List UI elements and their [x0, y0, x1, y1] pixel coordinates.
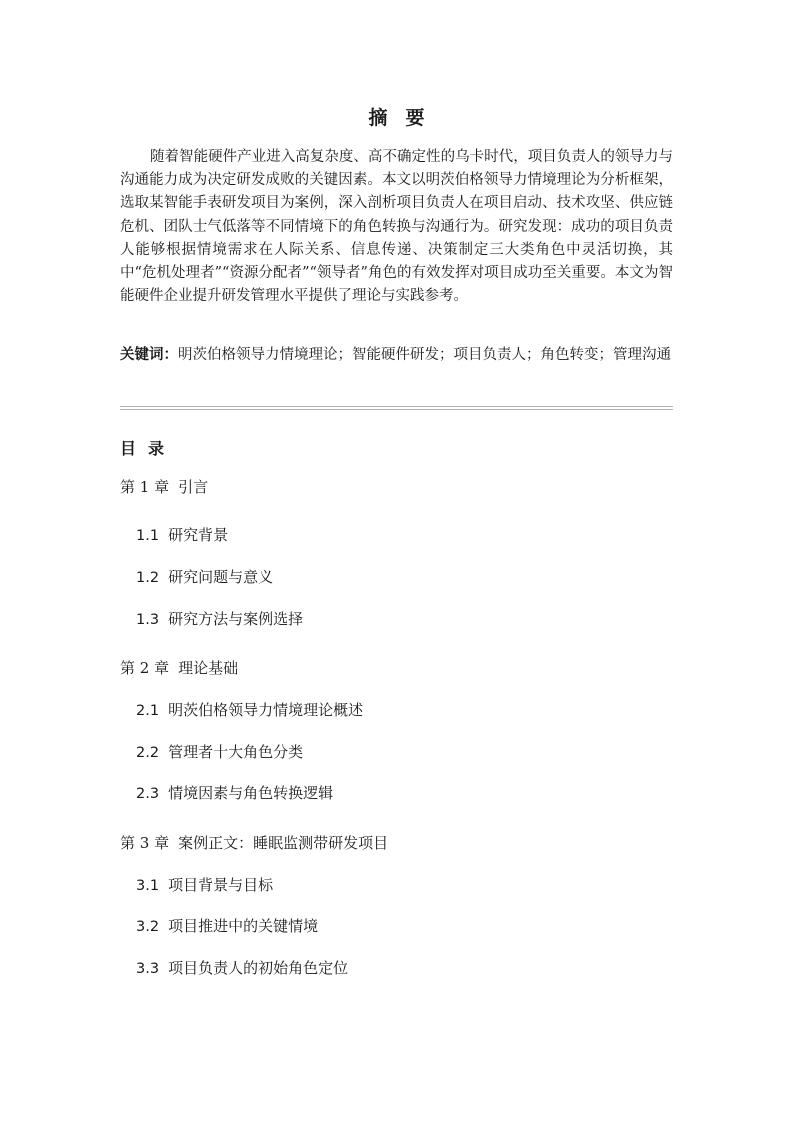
- toc-section-3-2[interactable]: [136, 915, 318, 936]
- toc-chapter-number: 第 2 章: [120, 659, 170, 677]
- keywords-label: 关键词：: [120, 346, 178, 363]
- toc-section-number: 3.1: [136, 878, 160, 894]
- toc-section-1-2[interactable]: [136, 566, 273, 587]
- toc-chapter-title: 理论基础: [178, 659, 239, 677]
- toc-section-number: 2.2: [136, 745, 160, 761]
- toc-chapter-3[interactable]: [120, 832, 388, 853]
- toc-section-1-3[interactable]: [136, 608, 303, 629]
- toc-chapter-1[interactable]: [120, 476, 208, 497]
- toc-section-number: 1.3: [136, 612, 160, 628]
- toc-section-number: 3.2: [136, 919, 160, 935]
- toc-chapter-number: 第 3 章: [120, 834, 170, 852]
- toc-section-2-1[interactable]: [136, 699, 363, 720]
- toc-section-number: 2.3: [136, 786, 160, 802]
- toc-chapter-2[interactable]: [120, 657, 238, 678]
- toc-section-3-3[interactable]: [136, 957, 348, 978]
- toc-section-number: 1.2: [136, 570, 160, 586]
- toc-section-title: 管理者十大角色分类: [168, 743, 304, 761]
- toc-section-title: 情境因素与角色转换逻辑: [168, 784, 334, 802]
- toc-chapter-title: 案例正文：睡眠监测带研发项目: [178, 834, 389, 852]
- abstract-title: 摘要: [368, 107, 443, 129]
- toc-section-1-1[interactable]: [136, 524, 228, 545]
- keywords-text: 明茨伯格领导力情境理论；智能硬件研发；项目负责人；角色转变；管理沟通: [178, 347, 671, 363]
- toc-chapter-number: 第 1 章: [120, 478, 170, 496]
- toc-section-2-2[interactable]: [136, 741, 303, 762]
- toc-section-number: 1.1: [136, 528, 160, 544]
- toc-section-title: 项目背景与目标: [168, 876, 274, 894]
- toc-section-title: 项目推进中的关键情境: [168, 917, 319, 935]
- toc-section-number: 3.3: [136, 961, 160, 977]
- toc-section-title: 明茨伯格领导力情境理论概述: [168, 701, 364, 719]
- toc-section-title: 研究方法与案例选择: [168, 610, 304, 628]
- toc-title: 目录: [120, 439, 177, 458]
- toc-chapter-title: 引言: [178, 478, 209, 496]
- toc-section-2-3[interactable]: [136, 782, 333, 803]
- toc-section-title: 研究问题与意义: [168, 568, 274, 586]
- toc-section-number: 2.1: [136, 703, 160, 719]
- toc-section-title: 研究背景: [168, 526, 229, 544]
- toc-section-3-1[interactable]: [136, 874, 273, 895]
- abstract-body: 随着智能硬件产业进入高复杂度、高不确定性的乌卡时代，项目负责人的领导力与沟通能力成为决定研发成败的关键因素。本文以明茨伯格领导力情境理论为分析框架，选取某智能手表研发项目为案例，深入剖析项目负责人在项目启动、技术攻坚、供应链危机、团队士气低落等不同情境下的角色转换与沟通行为。研究发现：成功的项目负责人能够根据情境需求在人际关系、信息传递、决策制定三大类角色中灵活切换，其中“危机处理者”“资源分配者”“领导者”角色的有效发挥对项目成功至关重要。本文为智能硬件企业提升研发管理水平提供了理论与实践参考。: [120, 149, 673, 305]
- keywords-line: [120, 343, 673, 367]
- section-divider: [120, 406, 673, 410]
- toc-section-title: 项目负责人的初始角色定位: [168, 959, 349, 977]
